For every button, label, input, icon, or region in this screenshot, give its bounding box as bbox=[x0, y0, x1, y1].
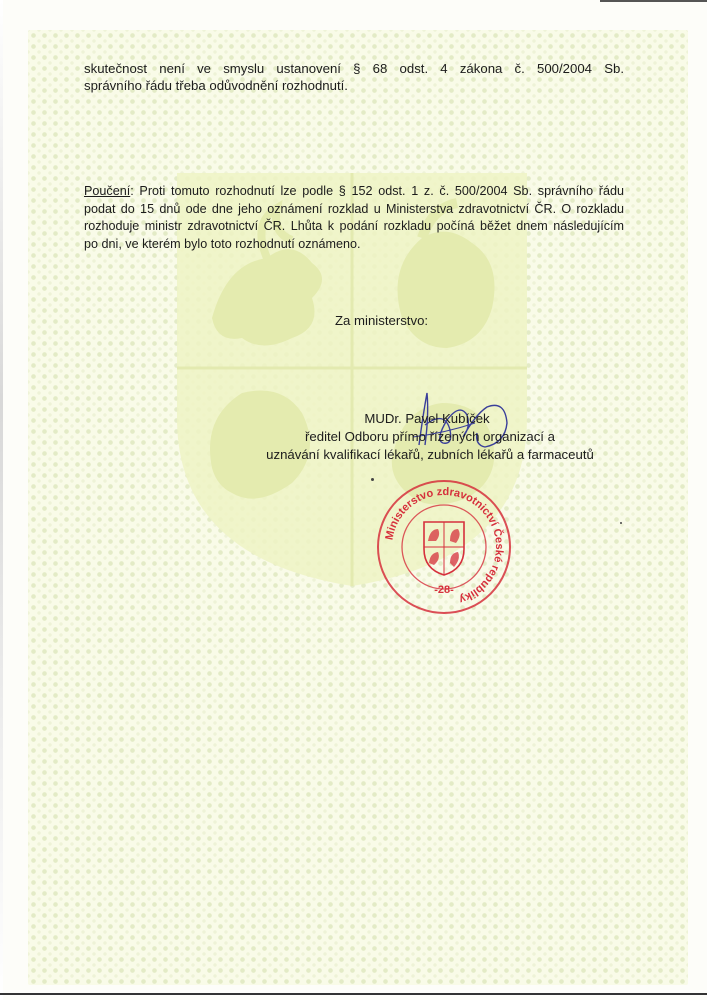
scan-edge-bottom bbox=[0, 993, 707, 995]
scan-speck bbox=[620, 522, 622, 524]
signatory-title-line: uznávání kvalifikací lékařů, zubních lékařů a farmaceutů bbox=[266, 447, 594, 462]
scan-speck bbox=[371, 478, 374, 481]
stamp-circular-text: Ministerstvo zdravotnictví České republiky bbox=[383, 485, 506, 606]
notice-line: podat do 15 dnů ode dne jeho oznámení rozklad u Ministerstva zdravotnictví ČR. O rozkladu bbox=[84, 201, 624, 216]
stamp-number: -28- bbox=[434, 584, 454, 596]
official-stamp bbox=[374, 477, 514, 617]
coat-of-arms-icon bbox=[424, 522, 464, 575]
notice-line bbox=[84, 183, 624, 201]
notice-line: rozhoduje ministr zdravotnictví ČR. Lhůta k podání rozkladu počíná běžet dnem následujícím bbox=[84, 219, 624, 233]
closing-phrase: Za ministerstvo: bbox=[335, 313, 429, 328]
signatory-title-line: ředitel Odboru přímo řízených organizací a bbox=[305, 429, 555, 444]
signatory-block bbox=[250, 410, 610, 464]
notice-line-text: : Proti tomuto rozhodnutí lze podle § 152 odst. 1 z. č. 500/2004 Sb. správního řádu bbox=[130, 184, 624, 198]
notice-label: Poučení bbox=[84, 184, 131, 198]
signatory-name: MUDr. Pavel Kubíček bbox=[364, 411, 490, 426]
notice-line: po dni, ve kterém bylo toto rozhodnutí oznámeno. bbox=[84, 236, 361, 251]
decision-justification-paragraph bbox=[84, 60, 624, 94]
paragraph-line: skutečnost není ve smyslu ustanovení § 68 odst. 4 zákona č. 500/2004 Sb. bbox=[84, 61, 624, 76]
paragraph-line: správního řádu třeba odůvodnění rozhodnutí. bbox=[84, 78, 348, 93]
scan-edge-top bbox=[600, 0, 707, 2]
scan-edge-left bbox=[0, 0, 3, 1000]
appeal-notice-paragraph bbox=[84, 183, 624, 253]
